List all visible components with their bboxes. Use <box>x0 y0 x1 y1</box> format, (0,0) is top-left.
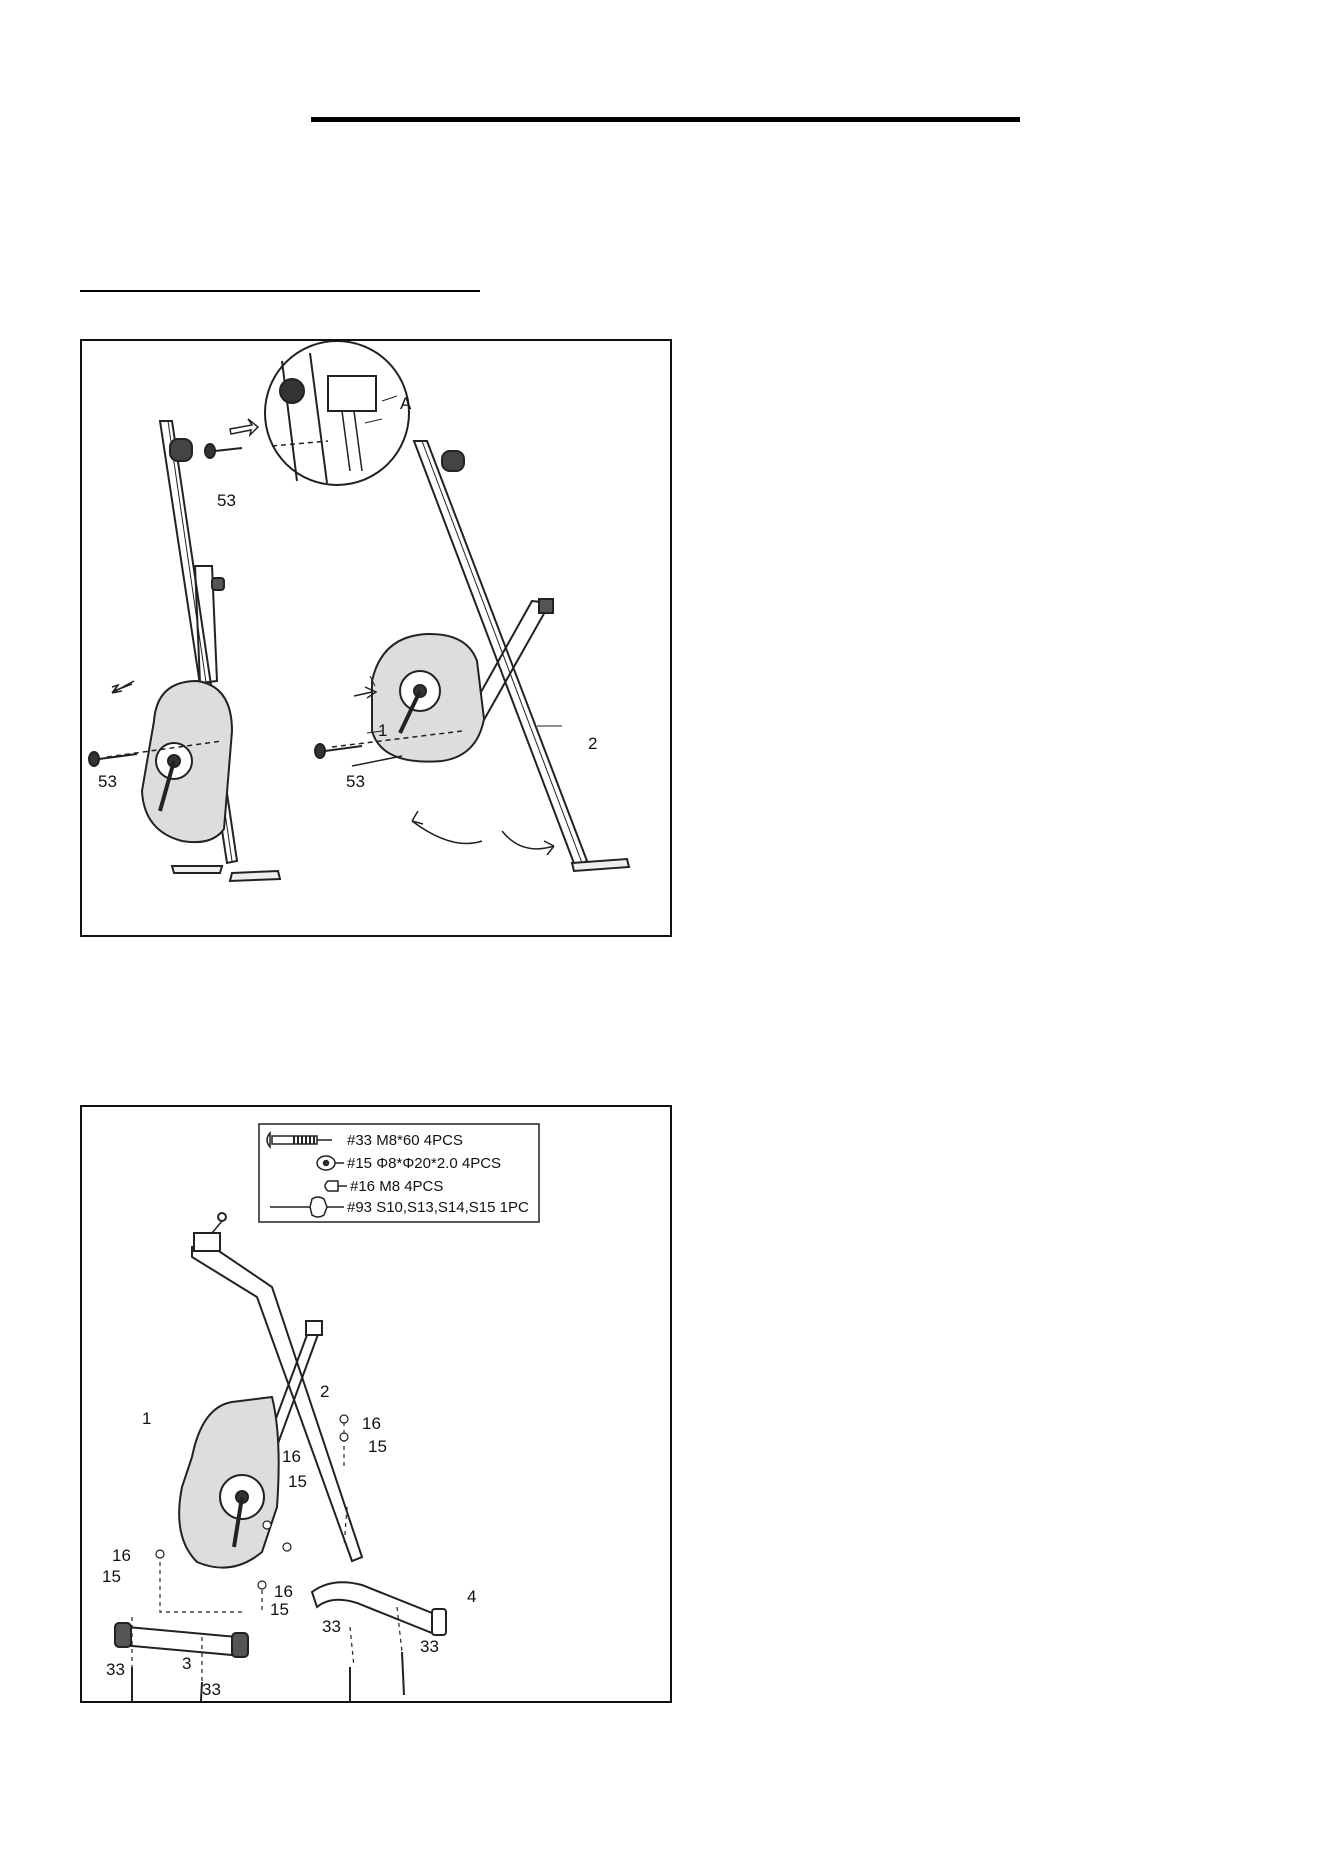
callout-bolt-33-b: 33 <box>202 1680 221 1699</box>
callout-washer-15-b: 15 <box>288 1472 307 1491</box>
parts-list-item-4: #93 S10,S13,S14,S15 1PC <box>347 1199 529 1216</box>
arrow-right-icon <box>230 419 258 435</box>
step1-illustration <box>82 341 670 935</box>
assembly-step-figure-1 <box>80 339 672 937</box>
callout-53-top: 53 <box>217 491 236 510</box>
parts-list-item-1: #33 M8*60 4PCS <box>347 1132 463 1149</box>
callout-part-1: 1 <box>142 1409 152 1428</box>
callout-washer-15-d: 15 <box>368 1437 387 1456</box>
callout-53-right: 53 <box>346 772 365 791</box>
callout-53-left: 53 <box>98 772 117 791</box>
bolt-53-right <box>315 744 325 758</box>
assembly-step-figure-2 <box>80 1105 672 1703</box>
right-tension-knob <box>442 451 464 471</box>
callout-nut-16-a: 16 <box>112 1546 131 1565</box>
bolt-53-left <box>89 752 99 766</box>
callout-bolt-33-d: 33 <box>420 1637 439 1656</box>
callout-nut-16-d: 16 <box>362 1414 381 1433</box>
callout-washer-15-a: 15 <box>102 1567 121 1586</box>
step2-illustration <box>82 1107 670 1701</box>
callout-a: A <box>400 394 412 413</box>
callout-bolt-33-a: 33 <box>106 1660 125 1679</box>
callout-part-4: 4 <box>467 1587 477 1606</box>
callout-nut-16-b: 16 <box>282 1447 301 1466</box>
rear-stabilizer <box>122 1627 237 1655</box>
header-rule <box>311 117 1020 122</box>
section-heading-underline <box>80 290 480 292</box>
parts-list-item-3: #16 M8 4PCS <box>350 1178 444 1195</box>
bolt-53-top <box>205 444 215 458</box>
callout-2: 2 <box>588 734 598 753</box>
callout-bolt-33-c: 33 <box>322 1617 341 1636</box>
detail-a-magnifier <box>265 341 409 485</box>
parts-list-item-2: #15 Φ8*Φ20*2.0 4PCS <box>347 1155 502 1172</box>
callout-part-3: 3 <box>182 1654 192 1673</box>
callout-part-2: 2 <box>320 1382 330 1401</box>
callout-washer-15-c: 15 <box>270 1600 289 1619</box>
callout-nut-16-c: 16 <box>274 1582 293 1601</box>
left-tension-knob <box>170 439 192 461</box>
callout-1: 1 <box>378 721 388 740</box>
